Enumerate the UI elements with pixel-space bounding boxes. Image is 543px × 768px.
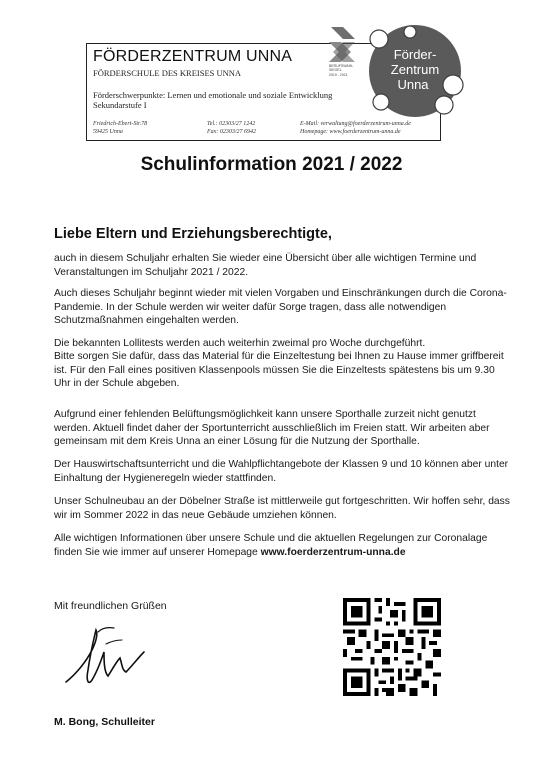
fax-number: Fax: 02303/27 6942 <box>207 129 256 135</box>
address-street: Friedrich-Ebert-Str.78 <box>93 121 148 127</box>
email-address: E-Mail: verwaltung@foerderzentrum-unna.de <box>300 121 411 127</box>
school-subtitle: FÖRDERSCHULE DES KREISES UNNA <box>93 68 242 78</box>
school-name: FÖRDERZENTRUM UNNA <box>93 48 293 65</box>
paragraph-hauswirtschaft: Der Hauswirtschaftsunterricht und die Wahlpflichtangebote der Klassen 9 und 10 können aber unter Einhaltung der Hygieneregeln wieder stattfinden. <box>54 459 509 484</box>
paragraph-lollitests-details: Bitte sorgen Sie dafür, dass das Material für die Einzeltestung bei Ihnen zu Hause immer griffbereit ist. Für den Fall eines positiven Klassenpools müssen Sie die Einzeltests spätestens bis um 9.30 Uhr in der Schule abgeben. <box>54 351 504 389</box>
homepage-text: Alle wichtigen Informationen über unsere Schule und die aktuellen Regelungen zur Coronalage finden Sie wie immer auf unserer Homepage <box>54 533 488 558</box>
qr-code[interactable] <box>343 598 441 696</box>
paragraph-sporthalle: Aufgrund einer fehlenden Belüftungsmöglichkeit kann unsere Sporthalle zurzeit nicht genutzt werden. Aktuell findet daher der Sportunterricht ausschließlich im Freien statt. Wir arbeiten aber gemeinsam mit dem Kreis Unna an einer Lösung für die Nutzung der Sporthalle. <box>54 409 490 447</box>
homepage-link[interactable]: www.foerderzentrum-unna.de <box>260 546 406 558</box>
address-city: 59425 Unna <box>93 129 123 135</box>
paragraph-lollitests-intro: Die bekannten Lollitests werden auch weiterhin zweimal pro Woche durchgeführt. <box>54 338 426 349</box>
berufswahl-siegel-text: BERUFSWAHL SIEGEL 2019 - 2021 <box>329 64 354 77</box>
logo-line-3: Unna <box>397 77 429 92</box>
homepage-address: Homepage: www.foerderzentrum-unna.de <box>300 129 401 135</box>
foerderzentrum-logo <box>366 22 464 120</box>
logo-line-2: Zentrum <box>390 62 440 77</box>
signature-image <box>58 622 188 694</box>
salutation: Liebe Eltern und Erziehungsberechtigte, <box>54 226 332 242</box>
paragraph-schulneubau: Unser Schulneubau an der Döbelner Straße ist mittlerweile gut fortgeschritten. Wir hoffen sehr, dass wir im Sommer 2022 in das neue Gebäude umziehen können. <box>54 496 510 521</box>
closing-greeting: Mit freundlichen Grüßen <box>54 600 167 612</box>
paragraph-corona: Auch dieses Schuljahr beginnt wieder mit vielen Vorgaben und Einschränkungen durch die Corona-Pandemie. In der Schule werden wir weiter dafür Sorge tragen, dass alle notwendigen Schutzmaßnahmen eingehalten werden. <box>54 288 507 326</box>
focus-line-1: Förderschwerpunkte: Lernen und emotionale und soziale Entwicklung <box>93 90 333 100</box>
focus-line-2: Sekundarstufe I <box>93 100 147 110</box>
paragraph-homepage <box>54 532 514 559</box>
page-title: Schulinformation 2021 / 2022 <box>140 154 403 175</box>
logo-line-1: Förder- <box>393 47 437 62</box>
phone-number: Tel.: 02303/27 1242 <box>207 121 256 127</box>
signer-name: M. Bong, Schulleiter <box>54 716 155 728</box>
paragraph-overview: auch in diesem Schuljahr erhalten Sie wieder eine Übersicht über alle wichtigen Termine und Veranstaltungen im Schuljahr 2021 / 2022. <box>54 253 477 278</box>
